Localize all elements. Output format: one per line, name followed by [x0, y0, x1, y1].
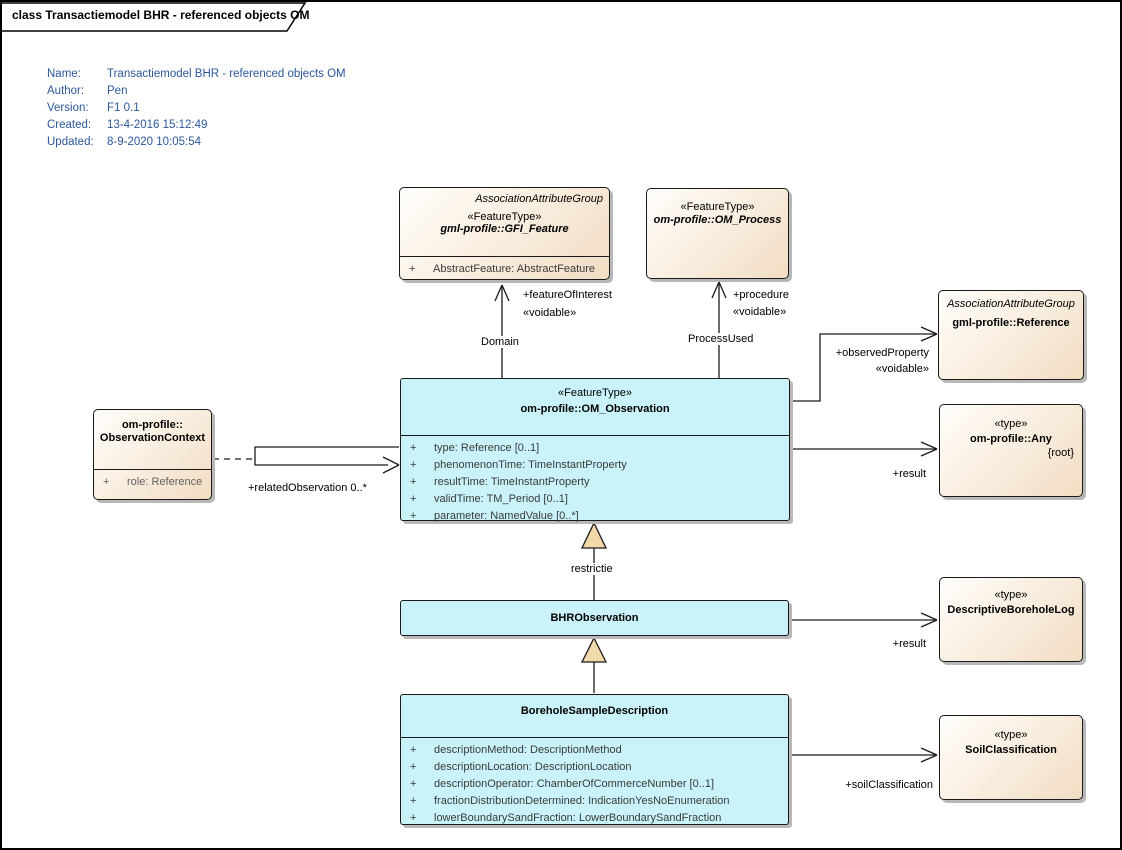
class-box-om-process[interactable] [646, 188, 789, 279]
attribute-visibility: + [410, 744, 417, 756]
connector-feature-of-interest [495, 285, 509, 378]
attribute-visibility: + [410, 442, 417, 454]
class-box-bhr-observation[interactable] [400, 600, 789, 636]
attribute-visibility: + [410, 459, 417, 471]
edge-label-procedure-name: ProcessUsed [685, 333, 756, 345]
meta-value: Transactiemodel BHR - referenced objects OM [107, 68, 346, 80]
class-group-label: AssociationAttributeGroup [475, 193, 603, 205]
class-name: SoilClassification [965, 743, 1057, 756]
connector-related-observation [213, 447, 399, 473]
attribute-row [401, 742, 788, 759]
attribute-row [401, 508, 789, 525]
class-box-borehole-sample-description[interactable] [400, 694, 789, 825]
class-stereotype: «type» [994, 418, 1028, 430]
attribute-text: lowerBoundarySandFraction: LowerBoundarySandFraction [434, 812, 722, 824]
edge-label-observed-property-role: +observedProperty [835, 347, 929, 359]
class-box-any[interactable] [939, 404, 1083, 497]
class-stereotype: «FeatureType» [467, 210, 542, 223]
class-box-soil-classification[interactable] [939, 715, 1083, 800]
meta-label: Name: [47, 68, 81, 80]
attribute-text: AbstractFeature: AbstractFeature [433, 263, 596, 275]
connector-result-bhr [790, 613, 937, 627]
meta-label: Version: [47, 102, 89, 114]
edge-label-result-observation: +result [892, 468, 926, 480]
edge-label-feature-of-interest-stereotype: «voidable» [523, 307, 577, 319]
attribute-visibility: + [410, 761, 417, 773]
attribute-text: role: Reference [127, 476, 203, 488]
connector-result-observation [791, 442, 937, 456]
attribute-row [401, 474, 789, 491]
meta-row-author [47, 83, 346, 100]
class-group-label: AssociationAttributeGroup [947, 298, 1075, 310]
meta-label: Updated: [47, 136, 94, 148]
meta-row-updated [47, 134, 346, 151]
attribute-visibility: + [410, 778, 417, 790]
class-stereotype: «FeatureType» [680, 201, 755, 213]
diagram-metadata [47, 66, 346, 151]
edge-label-related-observation: +relatedObservation 0..* [248, 482, 367, 494]
class-box-descriptive-borehole-log[interactable] [939, 577, 1083, 662]
meta-value: 8-9-2020 10:05:54 [107, 136, 201, 148]
edge-label-soil-classification: +soilClassification [845, 779, 933, 791]
edge-label-procedure-role: +procedure [733, 289, 789, 301]
connector-generalization-bsd [582, 638, 606, 693]
class-stereotype: «type» [994, 589, 1028, 601]
attribute-text: phenomenonTime: TimeInstantProperty [434, 459, 627, 471]
class-name: om-profile::Any [970, 432, 1052, 445]
attribute-visibility: + [410, 493, 417, 505]
meta-row-created [47, 117, 346, 134]
attribute-visibility: + [410, 812, 417, 824]
diagram-title: class Transactiemodel BHR - referenced objects OM [12, 8, 310, 22]
attribute-row [401, 776, 788, 793]
attribute-text: validTime: TM_Period [0..1] [434, 493, 568, 505]
class-name: BHRObservation [550, 611, 639, 624]
edge-label-feature-of-interest-name: Domain [478, 336, 522, 348]
attribute-text: descriptionOperator: ChamberOfCommerceNumber [0..1] [434, 778, 714, 790]
edge-label-observed-property-stereotype: «voidable» [875, 363, 929, 375]
attribute-text: fractionDistributionDetermined: IndicationYesNoEnumeration [434, 795, 730, 807]
connector-restriction-generalization [582, 523, 606, 600]
attribute-visibility: + [410, 795, 417, 807]
attribute-text: resultTime: TimeInstantProperty [434, 476, 590, 488]
class-name: gml-profile::Reference [952, 316, 1070, 329]
class-name: DescriptiveBoreholeLog [947, 603, 1075, 616]
meta-row-name [47, 66, 346, 83]
attribute-row [401, 793, 788, 810]
attribute-visibility: + [410, 510, 417, 522]
attribute-visibility: + [103, 476, 110, 488]
meta-value: Pen [107, 85, 128, 97]
attribute-row [401, 759, 788, 776]
attribute-text: descriptionMethod: DescriptionMethod [434, 744, 622, 756]
attribute-row [401, 491, 789, 508]
class-name: BoreholeSampleDescription [520, 705, 669, 717]
attribute-row [401, 810, 788, 827]
meta-value: F1 0.1 [107, 102, 140, 114]
class-box-observation-context[interactable] [93, 409, 212, 500]
meta-row-version [47, 100, 346, 117]
class-constraint: {root} [1047, 447, 1074, 460]
edge-label-feature-of-interest-role: +featureOfInterest [523, 289, 612, 301]
meta-label: Author: [47, 85, 85, 97]
class-stereotype: «FeatureType» [558, 387, 632, 399]
class-box-om-observation[interactable] [400, 378, 790, 521]
class-box-reference[interactable] [938, 290, 1084, 380]
meta-value: 13-4-2016 15:12:49 [107, 119, 208, 131]
edge-label-result-bhr: +result [892, 638, 926, 650]
connector-procedure [712, 282, 726, 378]
attribute-row [94, 474, 211, 491]
attribute-row [401, 440, 789, 457]
class-name-line2: ObservationContext [99, 431, 206, 444]
class-stereotype: «type» [994, 729, 1028, 741]
attribute-text: parameter: NamedValue [0..*] [434, 510, 579, 522]
class-name-line1: om-profile:: [121, 419, 184, 431]
attribute-visibility: + [409, 263, 416, 275]
attribute-visibility: + [410, 476, 417, 488]
class-name: om-profile::OM_Process [653, 213, 782, 226]
edge-label-procedure-stereotype: «voidable» [733, 306, 787, 318]
attribute-row [400, 261, 609, 278]
class-name: om-profile::OM_Observation [520, 402, 670, 415]
connector-soil-classification [790, 748, 937, 762]
class-box-gfi-feature[interactable] [399, 187, 610, 280]
meta-label: Created: [47, 119, 92, 131]
attribute-text: type: Reference [0..1] [434, 442, 540, 454]
class-name: gml-profile::GFI_Feature [440, 223, 569, 236]
attribute-row [401, 457, 789, 474]
edge-label-restriction: restrictie [568, 563, 616, 575]
attribute-text: descriptionLocation: DescriptionLocation [434, 761, 632, 773]
